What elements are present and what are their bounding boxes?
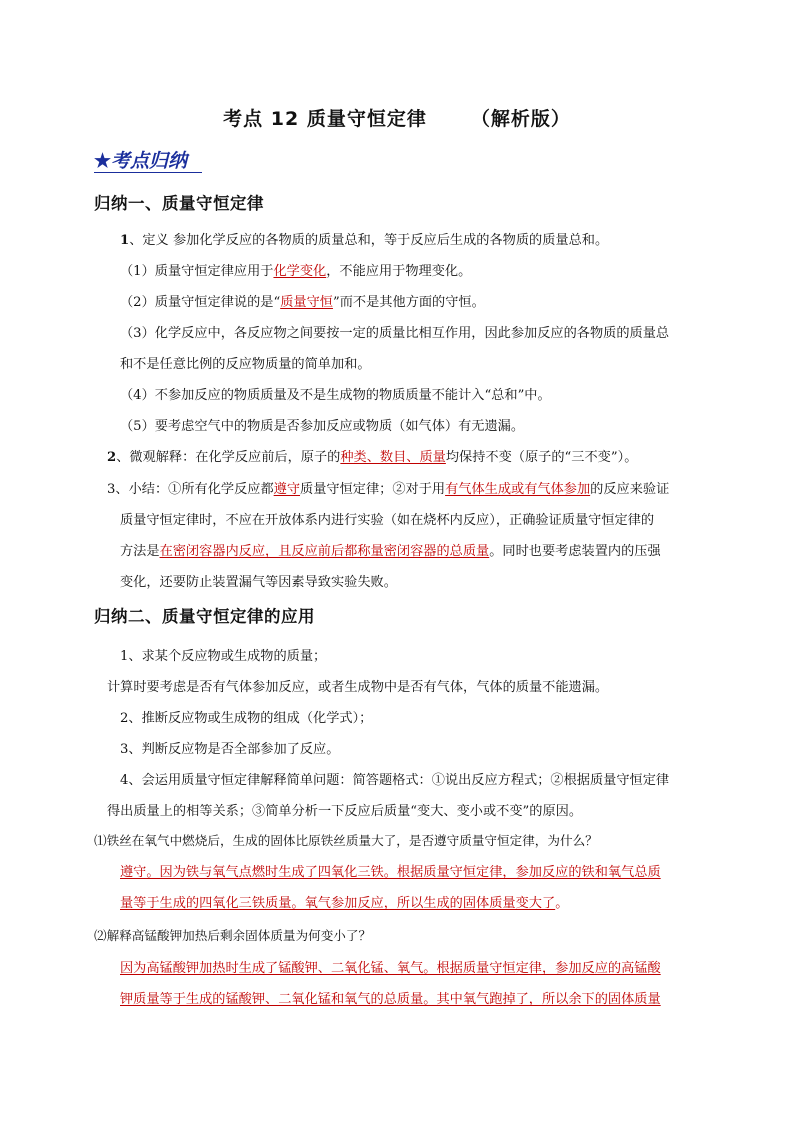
point-2: （2）质量守恒定律说的是“质量守恒”而不是其他方面的守恒。 bbox=[120, 295, 485, 310]
answer-2-line-2: 钾质量等于生成的锰酸钾、二氧化锰和氧气的总质量。其中氧气跑掉了，所以余下的固体质量 bbox=[120, 992, 661, 1007]
micro-explanation: 2、微观解释：在化学反应前后，原子的种类、数目、质量均保持不变（原子的“三不变”）。 bbox=[107, 450, 638, 465]
heading-2: 归纳二、质量守恒定律的应用 bbox=[94, 607, 315, 626]
summary-line-3: 方法是在密闭容器内反应，且反应前后都称量密闭容器的总质量。同时也要考虑装置内的压强 bbox=[120, 544, 661, 559]
app-3: 3、判断反应物是否全部参加了反应。 bbox=[120, 742, 340, 757]
page-title bbox=[0, 104, 794, 131]
section-tag bbox=[94, 146, 187, 173]
point-5: （5）要考虑空气中的物质是否参加反应或物质（如气体）有无遗漏。 bbox=[120, 419, 525, 434]
heading-1: 归纳一、质量守恒定律 bbox=[94, 194, 264, 213]
point-4: （4）不参加反应的物质质量及不是生成物的物质质量不能计入“总和”中。 bbox=[120, 388, 551, 403]
point-3-line-2: 和不是任意比例的反应物质量的简单加和。 bbox=[120, 357, 371, 372]
point-3-line-1: （3）化学反应中，各反应物之间要按一定的质量比相互作用，因此参加反应的各物质的质量总 bbox=[120, 326, 670, 341]
summary-line-4: 变化，还要防止装置漏气等因素导致实验失败。 bbox=[120, 575, 397, 590]
title-main: 考点 12 质量守恒定律 bbox=[223, 108, 427, 130]
app-1-detail: 计算时要考虑是否有气体参加反应，或者生成物中是否有气体，气体的质量不能遗漏。 bbox=[107, 680, 609, 695]
section-tag-text: 考点归纳 bbox=[111, 150, 188, 172]
question-1: ⑴铁丝在氧气中燃烧后，生成的固体比原铁丝质量大了，是否遵守质量守恒定律，为什么？ bbox=[94, 833, 598, 848]
summary-line-1: 3、小结：①所有化学反应都遵守质量守恒定律；②对于用有气体生成或有气体参加的反应来验证 bbox=[107, 482, 670, 497]
definition-line: 1、定义 参加化学反应的各物质的质量总和，等于反应后生成的各物质的质量总和。 bbox=[120, 233, 609, 248]
app-4-line-2: 得出质量上的相等关系；③简单分析一下反应后质量“变大、变小或不变”的原因。 bbox=[107, 804, 583, 819]
section-tag-underline bbox=[94, 172, 202, 173]
app-4-line-1: 4、会运用质量守恒定律解释简单问题：简答题格式：①说出反应方程式；②根据质量守恒定律 bbox=[120, 773, 670, 788]
summary-line-2: 质量守恒定律时，不应在开放体系内进行实验（如在烧杯内反应），正确验证质量守恒定律的 bbox=[120, 513, 655, 528]
answer-2-line-1: 因为高锰酸钾加热时生成了锰酸钾、二氧化锰、氧气。根据质量守恒定律，参加反应的高锰酸 bbox=[120, 961, 661, 976]
answer-1-line-2: 量等于生成的四氧化三铁质量。氧气参加反应，所以生成的固体质量变大了。 bbox=[120, 896, 569, 911]
star-icon: ★ bbox=[94, 150, 112, 172]
app-2: 2、推断反应物或生成物的组成（化学式）； bbox=[120, 711, 373, 726]
app-1: 1、求某个反应物或生成物的质量； bbox=[120, 649, 327, 664]
title-suffix: （解析版） bbox=[470, 108, 571, 130]
answer-1-line-1: 遵守。因为铁与氧气点燃时生成了四氧化三铁。根据质量守恒定律，参加反应的铁和氧气总质 bbox=[120, 865, 661, 880]
question-2: ⑵解释高锰酸钾加热后剩余固体质量为何变小了？ bbox=[94, 928, 372, 943]
point-1: （1）质量守恒定律应用于化学变化，不能应用于物理变化。 bbox=[120, 264, 472, 279]
